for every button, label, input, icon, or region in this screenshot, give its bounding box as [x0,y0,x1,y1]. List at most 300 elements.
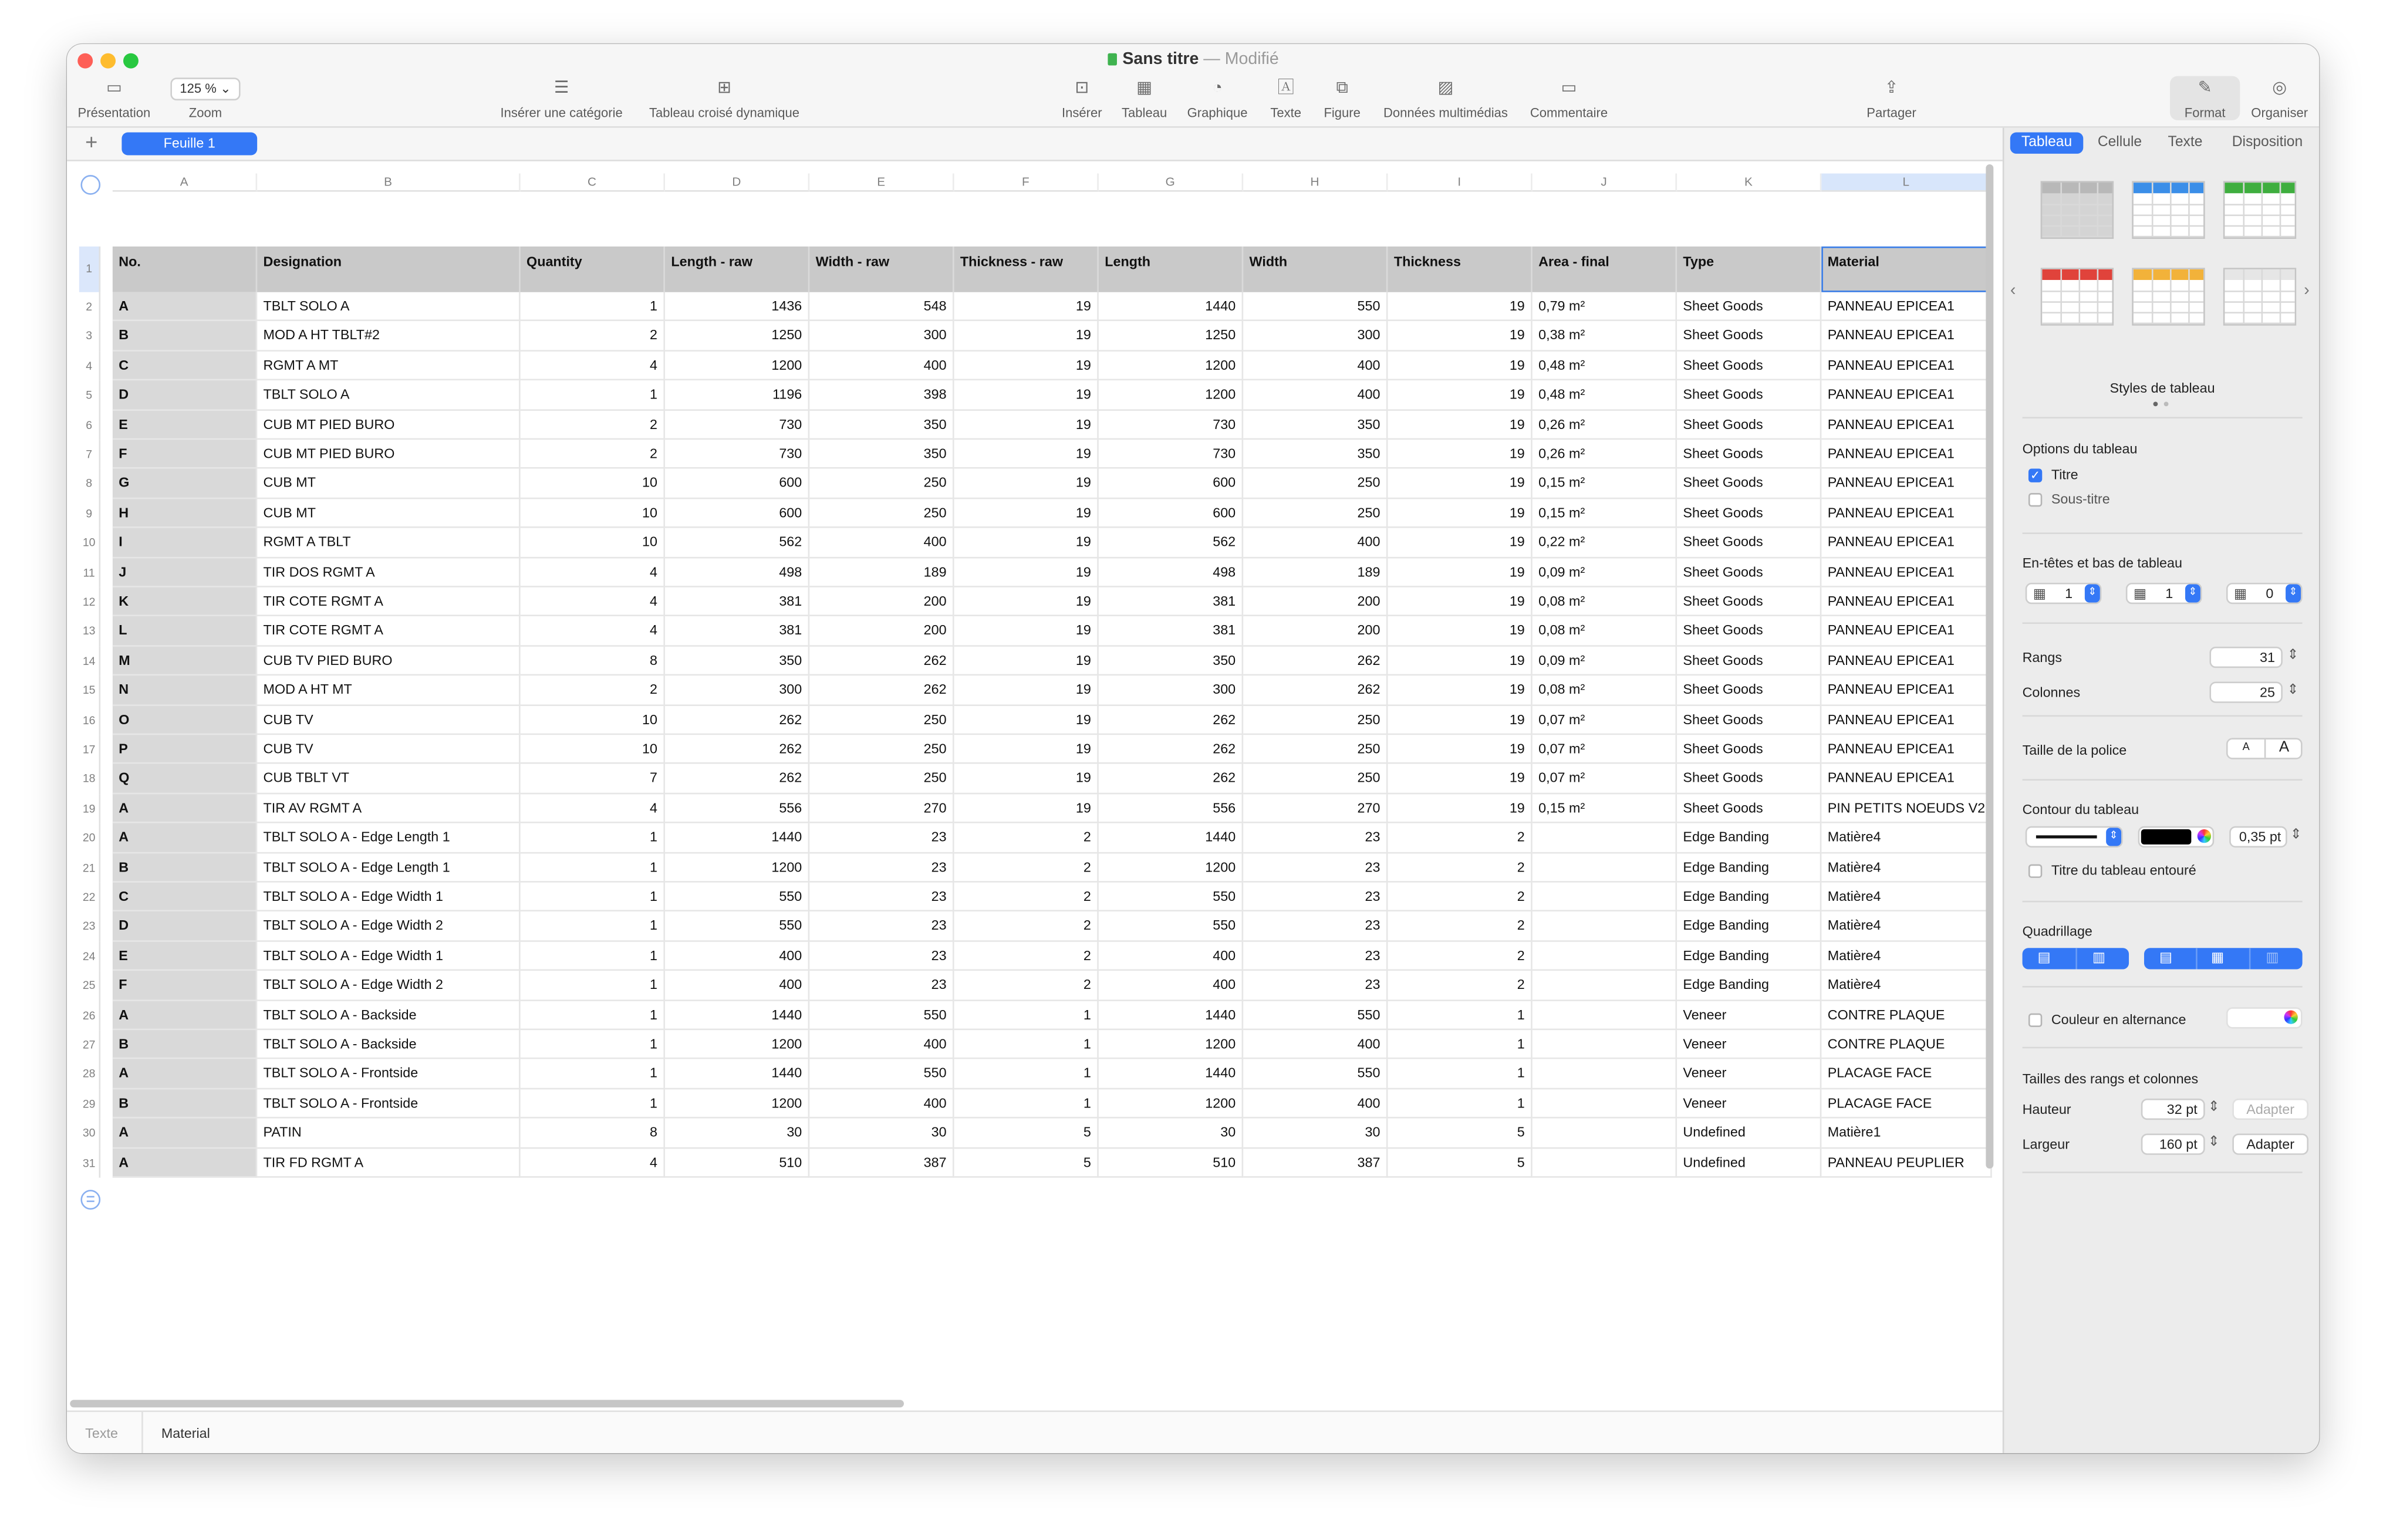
table-cell[interactable]: 2 [954,883,1099,912]
table-cell[interactable]: 19 [1388,351,1532,380]
table-cell[interactable]: 270 [809,794,954,823]
footer-gridlines-icon[interactable]: ▥ [2266,949,2279,965]
table-cell[interactable]: PANNEAU EPICEA1 [1821,676,1992,705]
fit-width-button[interactable]: Adapter [2232,1133,2308,1154]
table-cell[interactable]: M [113,646,257,676]
table-cell[interactable]: 19 [1388,322,1532,351]
table-cell[interactable]: CUB TV [257,735,521,764]
table-cell[interactable]: 498 [1099,558,1243,587]
header-cell[interactable]: Width - raw [809,246,954,292]
table-cell[interactable]: 548 [809,292,954,322]
table-cell[interactable]: A [113,1059,257,1089]
table-cell[interactable]: 2 [1388,941,1532,971]
table-cell[interactable]: 1 [954,1059,1099,1089]
table-cell[interactable]: 550 [665,912,809,941]
table-cell[interactable]: F [113,440,257,469]
table-cell[interactable]: 8 [521,1119,665,1148]
table-cell[interactable]: 200 [809,617,954,646]
table-cell[interactable]: A [113,823,257,853]
table-cell[interactable]: 262 [1099,764,1243,793]
rows-stepper-icon[interactable]: ⇕ [2287,646,2299,662]
table-cell[interactable]: 4 [521,558,665,587]
table-cell[interactable]: PANNEAU EPICEA1 [1821,617,1992,646]
table-cell[interactable] [1533,1119,1677,1148]
table-cell[interactable]: Q [113,764,257,793]
table-cell[interactable]: RGMT A MT [257,351,521,380]
row-number[interactable]: 13 [79,617,100,646]
tab-disposition[interactable]: Disposition [2232,134,2303,151]
table-cell[interactable]: Sheet Goods [1677,410,1821,440]
table-cell[interactable]: 250 [809,764,954,793]
table-cell[interactable]: PANNEAU EPICEA1 [1821,646,1992,676]
table-cell[interactable]: 550 [1243,1059,1388,1089]
table-cell[interactable]: 19 [1388,470,1532,499]
table-cell[interactable]: 2 [1388,912,1532,941]
table-cell[interactable]: 562 [665,528,809,558]
table-cell[interactable]: 262 [809,676,954,705]
table-cell[interactable]: 0,15 m² [1533,470,1677,499]
row-number[interactable]: 19 [79,794,100,823]
table-cell[interactable]: 270 [1243,794,1388,823]
outline-color-well[interactable] [2138,826,2215,847]
table-cell[interactable]: 350 [809,440,954,469]
table-cell[interactable]: PATIN [257,1119,521,1148]
table-cell[interactable]: Sheet Goods [1677,617,1821,646]
table-cell[interactable]: 19 [1388,292,1532,322]
column-header-j[interactable]: J [1533,174,1677,192]
row-number[interactable]: 4 [79,351,100,380]
header-rows-stepper[interactable] [2026,583,2102,604]
tab-cellule[interactable]: Cellule [2097,134,2142,151]
table-cell[interactable]: Sheet Goods [1677,351,1821,380]
table-cell[interactable]: 1200 [1099,351,1243,380]
header-cell[interactable]: Area - final [1533,246,1677,292]
table-style-thumbnail[interactable] [2041,268,2114,326]
table-cell[interactable]: 387 [1243,1148,1388,1177]
row-number[interactable]: 6 [79,410,100,440]
stepper-arrows-icon[interactable]: ⇕ [2085,585,2100,603]
header-cell[interactable]: Type [1677,246,1821,292]
table-cell[interactable]: 350 [665,646,809,676]
table-cell[interactable]: 1200 [1099,381,1243,410]
table-cell[interactable]: 510 [1099,1148,1243,1177]
table-cell[interactable]: B [113,322,257,351]
table-cell[interactable]: 550 [665,883,809,912]
table-cell[interactable]: Veneer [1677,1030,1821,1059]
table-cell[interactable]: 1200 [665,351,809,380]
table-cell[interactable]: 19 [1388,794,1532,823]
table-cell[interactable]: 400 [809,1089,954,1119]
table-cell[interactable]: 0,08 m² [1533,676,1677,705]
table-cell[interactable]: 2 [521,410,665,440]
table-cell[interactable]: 387 [809,1148,954,1177]
table-cell[interactable]: 10 [521,499,665,528]
vertical-gridlines-icon[interactable]: ▥ [2092,949,2105,965]
table-cell[interactable]: 262 [665,705,809,735]
table-cell[interactable]: 250 [809,735,954,764]
table-cell[interactable]: 1440 [1099,1059,1243,1089]
table-cell[interactable]: 0,09 m² [1533,646,1677,676]
table-cell[interactable]: 0,22 m² [1533,528,1677,558]
table-cell[interactable]: 5 [954,1148,1099,1177]
vertical-scrollbar[interactable] [1986,164,1993,1168]
table-cell[interactable]: 262 [665,735,809,764]
table-cell[interactable]: 600 [1099,499,1243,528]
table-cell[interactable]: TBLT SOLO A - Edge Width 1 [257,883,521,912]
table-cell[interactable]: 19 [1388,735,1532,764]
insert-category-button[interactable] [493,77,630,120]
table-cell[interactable]: 2 [954,823,1099,853]
insert-button[interactable] [1053,77,1111,120]
horizontal-gridlines-icon[interactable]: ▤ [2037,949,2051,965]
table-cell[interactable]: 23 [809,971,954,1001]
table-cell[interactable]: TBLT SOLO A - Edge Width 1 [257,941,521,971]
table-cell[interactable]: 400 [1099,971,1243,1001]
table-cell[interactable]: 1 [521,381,665,410]
stepper-arrows-icon[interactable]: ⇕ [2185,585,2200,603]
tab-texte[interactable]: Texte [2168,134,2203,151]
table-cell[interactable]: 10 [521,735,665,764]
table-cell[interactable]: 1 [521,292,665,322]
title-checkbox[interactable]: ✓ [2028,469,2042,482]
table-style-thumbnail[interactable] [2132,268,2205,326]
table-cell[interactable]: 730 [1099,410,1243,440]
table-cell[interactable]: E [113,410,257,440]
table-cell[interactable]: 4 [521,1148,665,1177]
table-cell[interactable]: Sheet Goods [1677,440,1821,469]
row-number[interactable]: 22 [79,883,100,912]
row-number[interactable]: 3 [79,322,100,351]
table-cell[interactable]: CUB MT PIED BURO [257,410,521,440]
table-cell[interactable]: PLACAGE FACE [1821,1089,1992,1119]
table-cell[interactable]: 1440 [1099,292,1243,322]
table-cell[interactable]: Sheet Goods [1677,528,1821,558]
table-cell[interactable]: PANNEAU EPICEA1 [1821,410,1992,440]
table-cell[interactable]: Veneer [1677,1089,1821,1119]
chevron-right-icon[interactable]: › [2304,281,2310,300]
table-cell[interactable]: PIN PETITS NOEUDS V2 [1821,794,1992,823]
table-cell[interactable]: 1 [521,1030,665,1059]
organize-button[interactable] [2243,77,2316,120]
table-cell[interactable]: 1 [1388,1001,1532,1030]
table-cell[interactable]: 2 [1388,853,1532,882]
table-cell[interactable]: CONTRE PLAQUE [1821,1030,1992,1059]
row-number[interactable]: 30 [79,1119,100,1148]
table-cell[interactable]: PANNEAU EPICEA1 [1821,499,1992,528]
table-cell[interactable]: MOD A HT MT [257,676,521,705]
table-cell[interactable]: Sheet Goods [1677,499,1821,528]
table-cell[interactable]: 381 [665,587,809,617]
table-cell[interactable]: PANNEAU EPICEA1 [1821,292,1992,322]
table-cell[interactable]: 250 [1243,499,1388,528]
table-cell[interactable]: 1 [1388,1030,1532,1059]
table-cell[interactable]: 23 [1243,883,1388,912]
horizontal-scrollbar[interactable] [70,1400,904,1407]
table-cell[interactable]: 23 [809,853,954,882]
table-cell[interactable]: Matière4 [1821,883,1992,912]
table-cell[interactable]: 1 [521,853,665,882]
table-cell[interactable] [1533,1030,1677,1059]
table-cell[interactable]: 400 [809,351,954,380]
table-cell[interactable]: P [113,735,257,764]
table-cell[interactable]: 19 [1388,587,1532,617]
table-cell[interactable]: 350 [1243,440,1388,469]
table-cell[interactable]: 19 [1388,764,1532,793]
sheet-tab-feuille-1[interactable]: Feuille 1 [121,133,257,156]
table-cell[interactable]: C [113,883,257,912]
table-cell[interactable]: 200 [1243,617,1388,646]
table-cell[interactable]: 1200 [665,1089,809,1119]
table-cell[interactable]: 200 [1243,587,1388,617]
table-cell[interactable]: 19 [954,617,1099,646]
media-button[interactable] [1376,77,1516,120]
table-cell[interactable]: 1 [954,1001,1099,1030]
table-cell[interactable]: Sheet Goods [1677,381,1821,410]
table-cell[interactable]: 2 [521,322,665,351]
table-style-thumbnail[interactable] [2223,181,2296,239]
table-cell[interactable]: 19 [1388,528,1532,558]
table-cell[interactable]: 250 [1243,705,1388,735]
row-number[interactable]: 9 [79,499,100,528]
table-cell[interactable]: 300 [1243,322,1388,351]
table-cell[interactable]: 1 [954,1089,1099,1119]
comment-button[interactable] [1522,77,1616,120]
table-cell[interactable]: 1 [521,1059,665,1089]
table-cell[interactable]: 262 [665,764,809,793]
row-height-field[interactable]: 32 pt [2141,1099,2205,1120]
table-cell[interactable]: CONTRE PLAQUE [1821,1001,1992,1030]
table-cell[interactable]: 19 [954,351,1099,380]
table-cell[interactable]: 2 [521,676,665,705]
table-cell[interactable]: CUB TBLT VT [257,764,521,793]
row-number[interactable]: 10 [79,528,100,558]
table-cell[interactable]: 550 [809,1059,954,1089]
table-cell[interactable]: 2 [521,440,665,469]
table-cell[interactable]: Sheet Goods [1677,292,1821,322]
table-cell[interactable]: 1 [521,971,665,1001]
chevron-left-icon[interactable]: ‹ [2010,281,2016,300]
table-cell[interactable]: 0,48 m² [1533,351,1677,380]
table-cell[interactable]: 1 [521,823,665,853]
table-cell[interactable]: 10 [521,705,665,735]
table-cell[interactable]: 1250 [665,322,809,351]
table-cell[interactable]: A [113,1119,257,1148]
table-cell[interactable] [1533,823,1677,853]
table-cell[interactable]: 23 [1243,941,1388,971]
table-cell[interactable]: 5 [1388,1148,1532,1177]
table-cell[interactable]: 19 [954,735,1099,764]
outline-width-field[interactable]: 0,35 pt [2229,826,2287,847]
table-cell[interactable]: Sheet Goods [1677,646,1821,676]
table-cell[interactable]: Sheet Goods [1677,735,1821,764]
table-cell[interactable]: 2 [1388,823,1532,853]
table-cell[interactable]: D [113,381,257,410]
table-cell[interactable]: 30 [665,1119,809,1148]
table-style-thumbnail[interactable] [2132,181,2205,239]
column-header-f[interactable]: F [954,174,1099,192]
table-cell[interactable]: PANNEAU EPICEA1 [1821,322,1992,351]
table-cell[interactable]: 550 [1099,883,1243,912]
page-dot[interactable] [2164,401,2169,406]
table-cell[interactable]: A [113,794,257,823]
table-cell[interactable]: I [113,528,257,558]
table-cell[interactable]: D [113,912,257,941]
table-cell[interactable]: 2 [1388,971,1532,1001]
header-cell[interactable]: Length - raw [665,246,809,292]
table-cell[interactable]: 0,09 m² [1533,558,1677,587]
table-cell[interactable] [1533,883,1677,912]
table-cell[interactable]: CUB MT [257,470,521,499]
font-larger-button[interactable]: A [2279,739,2290,757]
table-cell[interactable]: 400 [1243,381,1388,410]
share-button[interactable] [1857,77,1926,120]
table-cell[interactable]: 0,26 m² [1533,440,1677,469]
table-cell[interactable]: Sheet Goods [1677,470,1821,499]
table-cell[interactable]: B [113,1030,257,1059]
table-cell[interactable]: 2 [954,912,1099,941]
row-number[interactable]: 7 [79,440,100,469]
table-cell[interactable]: 250 [1243,764,1388,793]
table-cell[interactable]: 730 [665,440,809,469]
table-cell[interactable]: 600 [665,470,809,499]
table-cell[interactable]: 0,07 m² [1533,735,1677,764]
table-cell[interactable]: 2 [1388,883,1532,912]
header-row-gridlines-icon[interactable]: ▤ [2159,949,2172,965]
table-cell[interactable]: 4 [521,794,665,823]
table-cell[interactable]: Matière4 [1821,853,1992,882]
table-cell[interactable]: 23 [1243,823,1388,853]
row-number[interactable]: 16 [79,705,100,735]
table-cell[interactable]: PLACAGE FACE [1821,1059,1992,1089]
table-cell[interactable]: 400 [1099,941,1243,971]
table-cell[interactable]: TBLT SOLO A - Frontside [257,1059,521,1089]
table-cell[interactable]: Matière4 [1821,823,1992,853]
table-cell[interactable]: 1200 [1099,1089,1243,1119]
text-tab[interactable]: Texte [85,1426,118,1441]
table-cell[interactable]: 19 [954,528,1099,558]
row-number[interactable]: 31 [79,1148,100,1177]
table-cell[interactable]: 250 [809,470,954,499]
table-cell[interactable]: 8 [521,646,665,676]
table-cell[interactable]: 510 [665,1148,809,1177]
column-header-d[interactable]: D [665,174,809,192]
table-cell[interactable]: 19 [954,705,1099,735]
table-cell[interactable]: 2 [954,941,1099,971]
column-header-h[interactable]: H [1243,174,1388,192]
table-button[interactable] [1114,77,1175,120]
row-number[interactable]: 29 [79,1089,100,1119]
table-cell[interactable]: 19 [954,558,1099,587]
table-cell[interactable]: 262 [809,646,954,676]
table-cell[interactable]: 23 [1243,853,1388,882]
column-header-b[interactable]: B [257,174,521,192]
table-cell[interactable]: PANNEAU EPICEA1 [1821,381,1992,410]
row-number[interactable]: 20 [79,823,100,853]
table-cell[interactable]: 556 [665,794,809,823]
stepper-arrows-icon[interactable]: ⇕ [2286,585,2301,603]
table-cell[interactable]: 400 [1243,1089,1388,1119]
table-cell[interactable]: 0,38 m² [1533,322,1677,351]
row-number[interactable]: 1 [79,246,100,292]
header-cell[interactable]: Length [1099,246,1243,292]
header-cell[interactable]: Thickness [1388,246,1532,292]
zoom-select[interactable] [171,77,240,100]
row-number[interactable]: 5 [79,381,100,410]
footer-rows-stepper[interactable] [2226,583,2303,604]
table-cell[interactable]: Sheet Goods [1677,558,1821,587]
table-cell[interactable]: 400 [1243,351,1388,380]
table-cell[interactable]: 300 [665,676,809,705]
row-number[interactable]: 17 [79,735,100,764]
table-cell[interactable]: 2 [954,853,1099,882]
table-cell[interactable]: 250 [1243,470,1388,499]
table-cell[interactable]: 19 [1388,705,1532,735]
table-cell[interactable]: 10 [521,528,665,558]
subtitle-checkbox[interactable] [2028,493,2042,506]
table-cell[interactable]: 23 [809,823,954,853]
page-dot-active[interactable] [2154,401,2158,406]
table-cell[interactable]: 1 [1388,1089,1532,1119]
table-cell[interactable]: 600 [665,499,809,528]
table-cell[interactable] [1533,1059,1677,1089]
table-cell[interactable]: TIR AV RGMT A [257,794,521,823]
table-cell[interactable]: 262 [1243,646,1388,676]
column-header-a[interactable]: A [113,174,257,192]
table-style-thumbnail[interactable] [2223,268,2296,326]
table-cell[interactable]: Undefined [1677,1148,1821,1177]
table-cell[interactable]: 1 [521,1001,665,1030]
column-header-i[interactable]: I [1388,174,1532,192]
table-cell[interactable]: 1250 [1099,322,1243,351]
table-cell[interactable]: 381 [1099,617,1243,646]
table-cell[interactable]: 562 [1099,528,1243,558]
row-height-stepper-icon[interactable]: ⇕ [2208,1098,2220,1114]
table-cell[interactable]: 0,07 m² [1533,764,1677,793]
table-cell[interactable]: PANNEAU EPICEA1 [1821,470,1992,499]
add-sheet-button[interactable]: + [85,129,98,154]
table-cell[interactable]: TBLT SOLO A - Backside [257,1030,521,1059]
table-cell[interactable]: 600 [1099,470,1243,499]
table-cell[interactable]: 556 [1099,794,1243,823]
header-columns-stepper[interactable] [2126,583,2202,604]
column-header-c[interactable]: C [521,174,665,192]
table-cell[interactable]: 1200 [1099,853,1243,882]
table-cell[interactable]: 0,07 m² [1533,705,1677,735]
table-cell[interactable]: 2 [954,971,1099,1001]
table-cell[interactable]: TBLT SOLO A - Edge Width 2 [257,912,521,941]
format-button[interactable] [2170,76,2240,120]
table-cell[interactable]: TIR FD RGMT A [257,1148,521,1177]
table-cell[interactable]: 30 [1243,1119,1388,1148]
table-cell[interactable]: 19 [954,410,1099,440]
table-cell[interactable]: 19 [954,440,1099,469]
alternating-color-checkbox[interactable] [2028,1014,2042,1027]
table-cell[interactable]: 730 [1099,440,1243,469]
table-cell[interactable]: 400 [1243,1030,1388,1059]
table-cell[interactable]: 550 [1243,292,1388,322]
presentation-button[interactable] [76,77,153,120]
table-cell[interactable]: 7 [521,764,665,793]
table-cell[interactable]: 350 [1099,646,1243,676]
header-cell[interactable]: No. [113,246,257,292]
table-cell[interactable]: 250 [809,705,954,735]
table-cell[interactable]: CUB MT PIED BURO [257,440,521,469]
table-cell[interactable]: A [113,1001,257,1030]
table-cell[interactable]: 19 [954,470,1099,499]
table-cell[interactable]: RGMT A TBLT [257,528,521,558]
table-cell[interactable]: CUB MT [257,499,521,528]
table-cell[interactable]: Edge Banding [1677,941,1821,971]
